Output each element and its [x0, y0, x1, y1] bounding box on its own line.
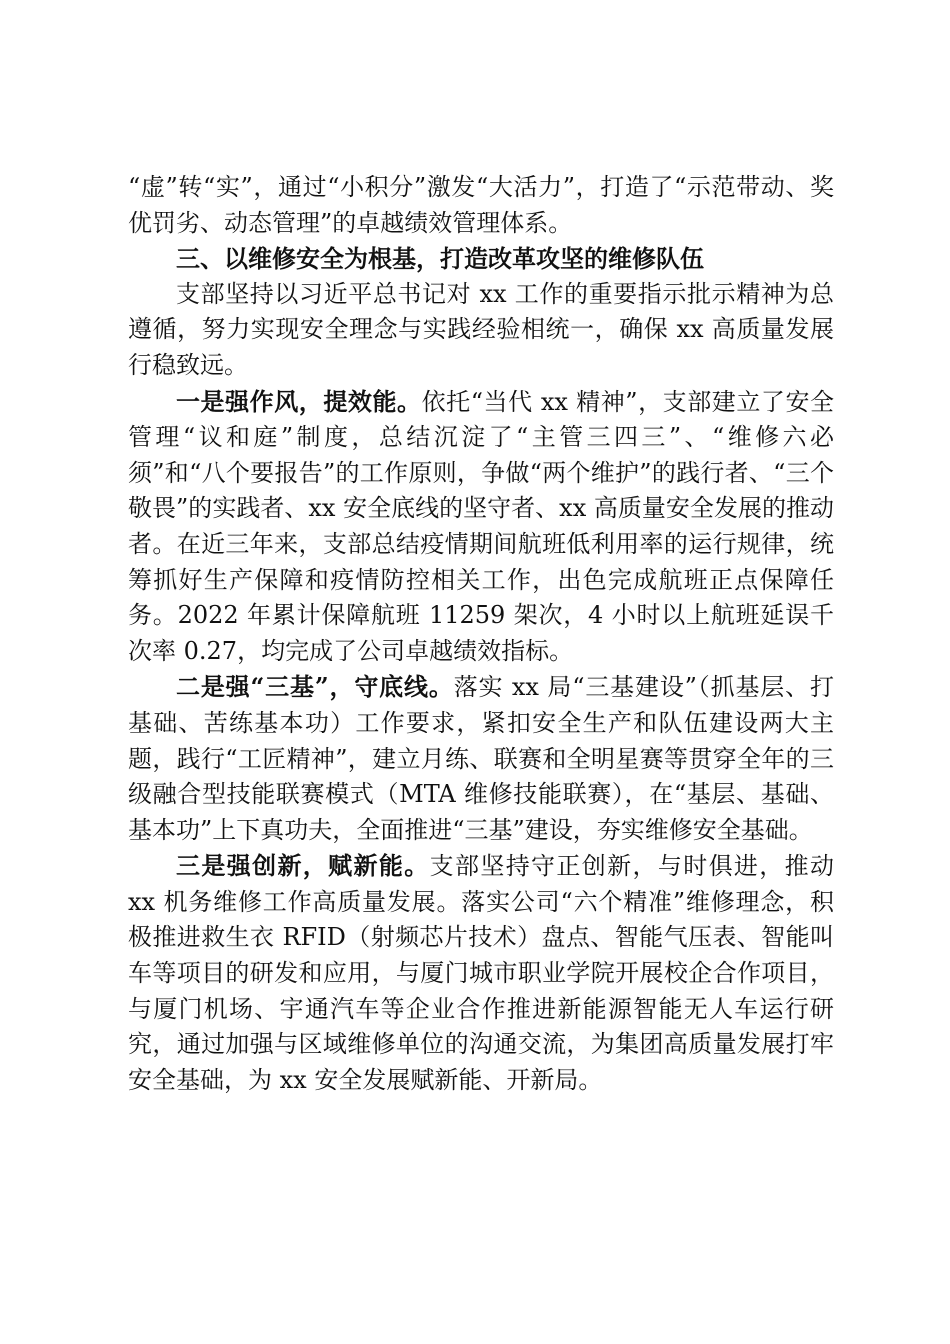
paragraph-text: “虚”转“实”，通过“小积分”激发“大活力”，打造了“示范带动、奖优罚劣、动态管理”的卓越绩效管理体系。: [128, 173, 834, 237]
paragraph-text: 支部坚持守正创新，与时俱进，推动 xx 机务维修工作高质量发展。落实公司“六个精准”维修理念，积极推进救生衣 RFID（射频芯片技术）盘点、智能气压表、智能叫车等项目的研发和应用，与厦门城市职业学院开展校企合作项目，与厦门机场、宇通汽车等企业合作推进新能源智能无人车运行研究，通过加强与区域维修单位的沟通交流，为集团高质量发展打牢安全基础，为 xx 安全发展赋新能、开新局。: [128, 852, 835, 1094]
point-paragraph-2: [128, 669, 834, 848]
point-paragraph-1: [128, 384, 834, 670]
point-lead-2: 二是强“三基”，守底线。: [176, 672, 454, 702]
paragraph-text: 支部坚持以习近平总书记对 xx 工作的重要指示批示精神为总遵循，努力实现安全理念与实践经验相统一，确保 xx 高质量发展行稳致远。: [128, 279, 834, 379]
continuation-paragraph: [128, 170, 834, 241]
point-paragraph-3: [128, 848, 834, 1098]
section-heading: [128, 241, 834, 277]
paragraph-text: 落实 xx 局“三基建设”（抓基层、打基础、苦练基本功）工作要求，紧扣安全生产和队伍建设两大主题，践行“工匠精神”，建立月练、联赛和全明星赛等贯穿全年的三级融合型技能联赛模式（MTA 维修技能联赛），在“基层、基础、基本功”上下真功夫，全面推进“三基”建设，夯实维修安全基础。: [128, 673, 834, 844]
intro-paragraph: [128, 277, 834, 384]
point-lead-3: 三是强创新，赋新能。: [176, 851, 430, 881]
paragraph-text: 依托“当代 xx 精神”，支部建立了安全管理“议和庭”制度，总结沉淀了“主管三四三”、“维修六必须”和“八个要报告”的工作原则，争做“两个维护”的践行者、“三个敬畏”的实践者、xx 安全底线的坚守者、xx 高质量安全发展的推动者。在近三年来，支部总结疫情期间航班低利用率的运行规律，统筹抓好生产保障和疫情防控相关工作，出色完成航班正点保障任务。2022 年累计保障航班 11259 架次，4 小时以上航班延误千次率 0.27，均完成了公司卓越绩效指标。: [128, 387, 834, 665]
point-lead-1: 一是强作风，提效能。: [176, 386, 422, 416]
section-heading-text: 三、以维修安全为根基，打造改革攻坚的维修队伍: [176, 244, 704, 274]
document-page: [128, 170, 834, 1098]
